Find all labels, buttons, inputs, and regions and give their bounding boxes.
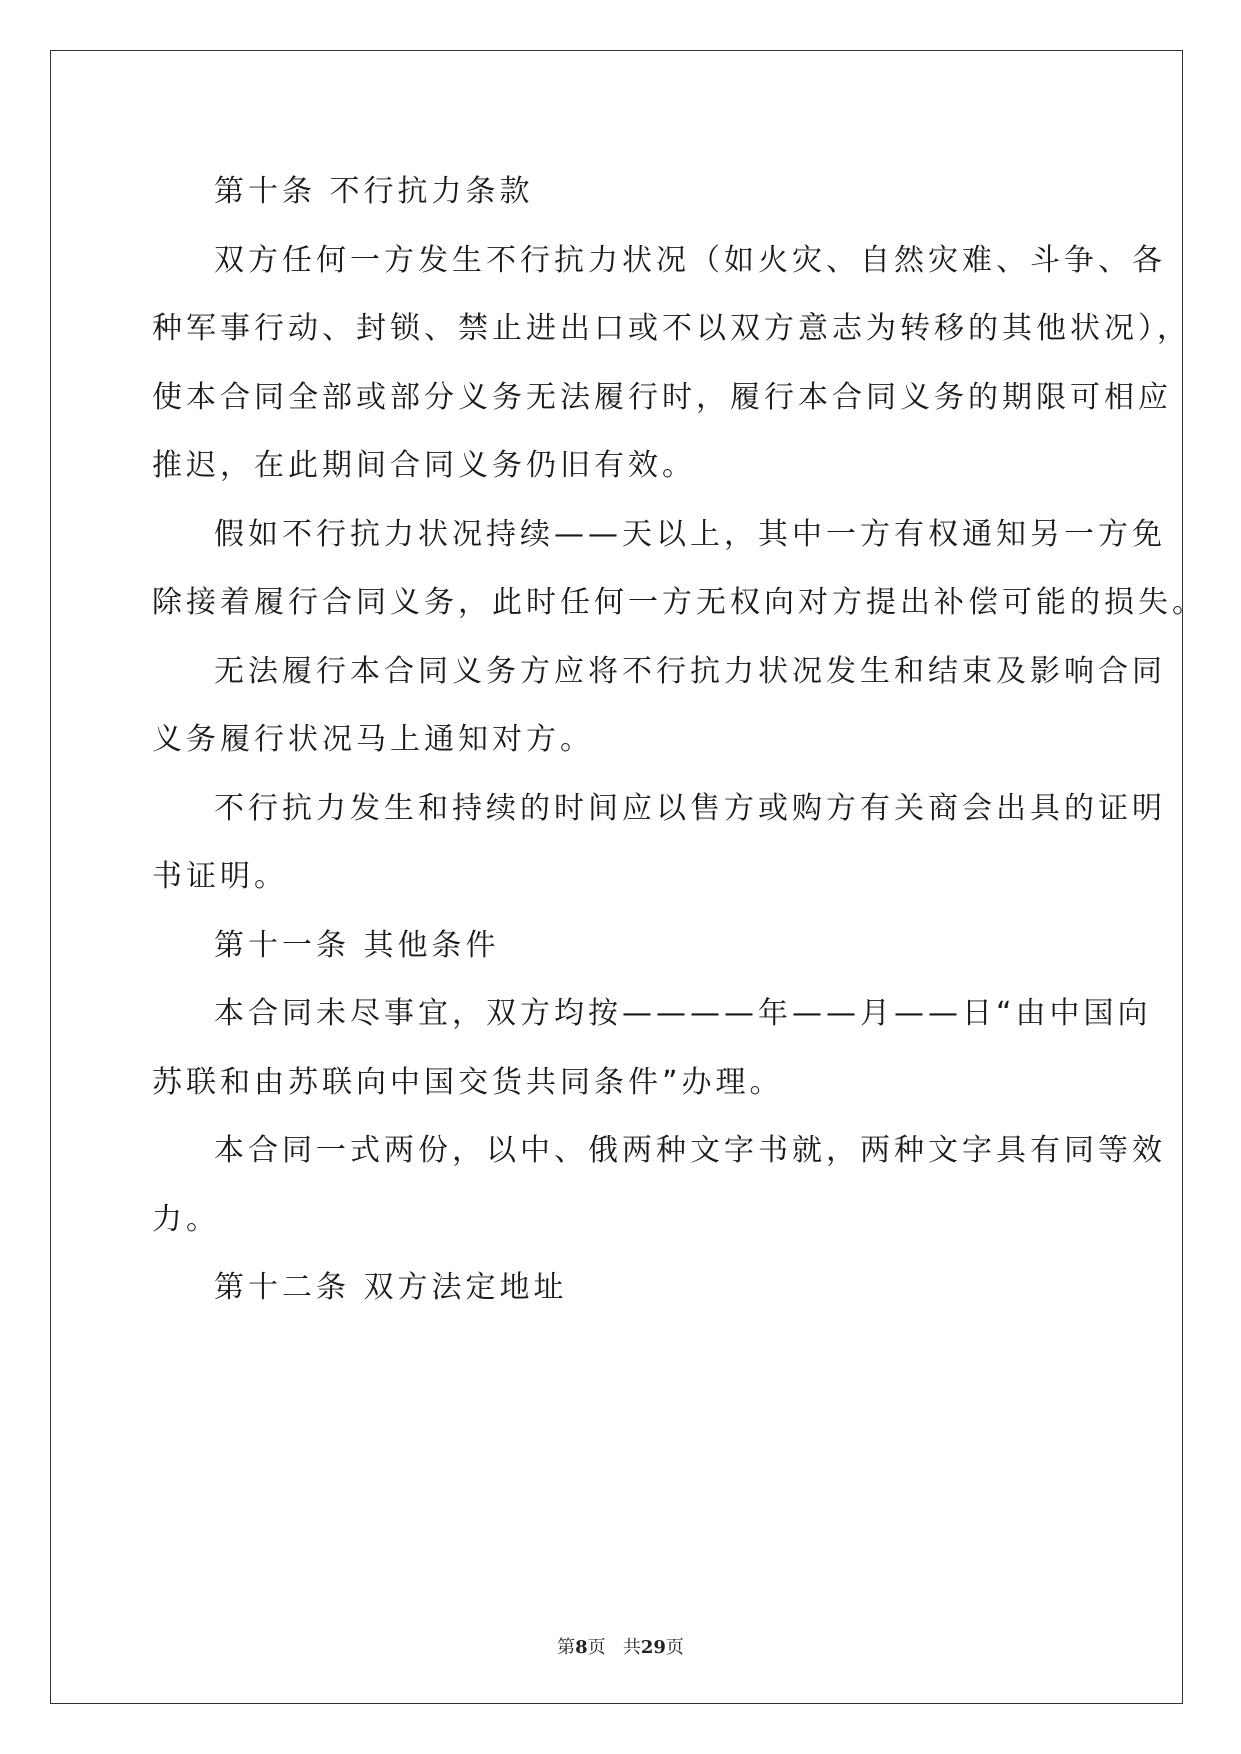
article-12-heading: 第十二条 双方法定地址 xyxy=(214,1270,568,1305)
paragraph-line: 除接着履行合同义务，此时任何一方无权向对方提出补偿可能的损失。 xyxy=(152,585,1206,620)
footer-page-prefix: 第 xyxy=(557,1637,576,1658)
footer-page-suffix: 页 xyxy=(587,1637,606,1658)
paragraph-line: 书证明。 xyxy=(152,859,288,894)
footer-page-number: 8 xyxy=(575,1637,588,1658)
footer-total-pages: 29 xyxy=(640,1637,666,1658)
paragraph-line: 推迟，在此期间合同义务仍旧有效。 xyxy=(152,448,696,483)
paragraph-line: 本合同一式两份，以中、俄两种文字书就，两种文字具有同等效 xyxy=(214,1133,1166,1168)
paragraph-line: 使本合同全部或部分义务无法履行时，履行本合同义务的期限可相应 xyxy=(152,380,1172,415)
article-10-heading: 第十条 不行抗力条款 xyxy=(214,174,534,209)
footer-total-suffix: 页 xyxy=(665,1637,684,1658)
article-11-heading: 第十一条 其他条件 xyxy=(214,928,500,963)
paragraph-line: 假如不行抗力状况持续——天以上，其中一方有权通知另一方免 xyxy=(214,517,1166,552)
paragraph-line: 苏联和由苏联向中国交货共同条件”办理。 xyxy=(152,1065,784,1100)
paragraph-line: 无法履行本合同义务方应将不行抗力状况发生和结束及影响合同 xyxy=(214,654,1166,689)
paragraph-line: 本合同未尽事宜，双方均按————年——月——日“由中国向 xyxy=(214,996,1152,1031)
paragraph-line: 不行抗力发生和持续的时间应以售方或购方有关商会出具的证明 xyxy=(214,791,1166,826)
paragraph-line: 双方任何一方发生不行抗力状况（如火灾、自然灾难、斗争、各 xyxy=(214,243,1166,278)
page-footer xyxy=(0,1633,1241,1659)
paragraph-line: 义务履行状况马上通知对方。 xyxy=(152,722,594,757)
paragraph-line: 力。 xyxy=(152,1202,220,1237)
paragraph-line: 种军事行动、封锁、禁止进出口或不以双方意志为转移的其他状况）， xyxy=(152,311,1191,346)
footer-total-prefix: 共 xyxy=(622,1637,641,1658)
